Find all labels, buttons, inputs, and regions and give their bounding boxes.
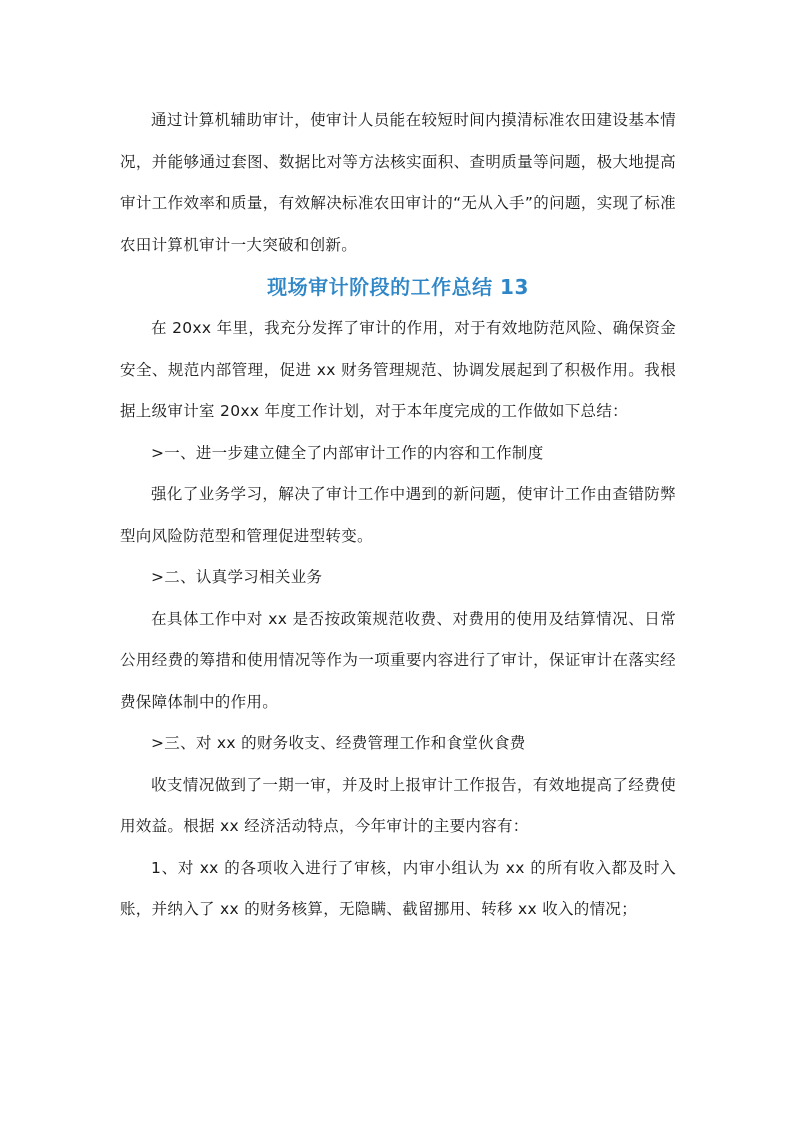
paragraph-business-study: 强化了业务学习，解决了审计工作中遇到的新问题，使审计工作由查错防弊型向风险防范型和管理促进型转变。: [120, 485, 676, 545]
section-title: 现场审计阶段的工作总结 13: [267, 275, 529, 299]
heading-item-2: >二、认真学习相关业务: [151, 568, 323, 586]
heading-item-3: >三、对 xx 的财务收支、经费管理工作和食堂伙食费: [151, 734, 526, 752]
paragraph-audit-report: 收支情况做到了一期一审，并及时上报审计工作报告，有效地提高了经费使用效益。根据 xx 经济活动特点，今年审计的主要内容有：: [120, 775, 676, 835]
paragraph-summary-intro: 在 20xx 年里，我充分发挥了审计的作用，对于有效地防范风险、确保资金安全、规范内部管理，促进 xx 财务管理规范、协调发展起到了积极作用。我根据上级审计室 20xx 年度工作计划，对于本年度完成的工作做如下总结：: [120, 319, 676, 420]
paragraph-fee-audit: 在具体工作中对 xx 是否按政策规范收费、对费用的使用及结算情况、日常公用经费的筹措和使用情况等作为一项重要内容进行了审计，保证审计在落实经费保障体制中的作用。: [120, 609, 676, 711]
heading-item-1: >一、进一步建立健全了内部审计工作的内容和工作制度: [151, 443, 544, 462]
intro-paragraph: 通过计算机辅助审计，使审计人员能在较短时间内摸清标准农田建设基本情况，并能够通过套图、数据比对等方法核实面积、查明质量等问题，极大地提高审计工作效率和质量，有效解决标准农田审计的“无从入手”的问题，实现了标准农田计算机审计一大突破和创新。: [120, 111, 676, 254]
document-page: [120, 100, 676, 931]
list-item-1: 1、对 xx 的各项收入进行了审核，内审小组认为 xx 的所有收入都及时入账，并纳入了 xx 的财务核算，无隐瞒、截留挪用、转移 xx 收入的情况；: [120, 858, 676, 918]
